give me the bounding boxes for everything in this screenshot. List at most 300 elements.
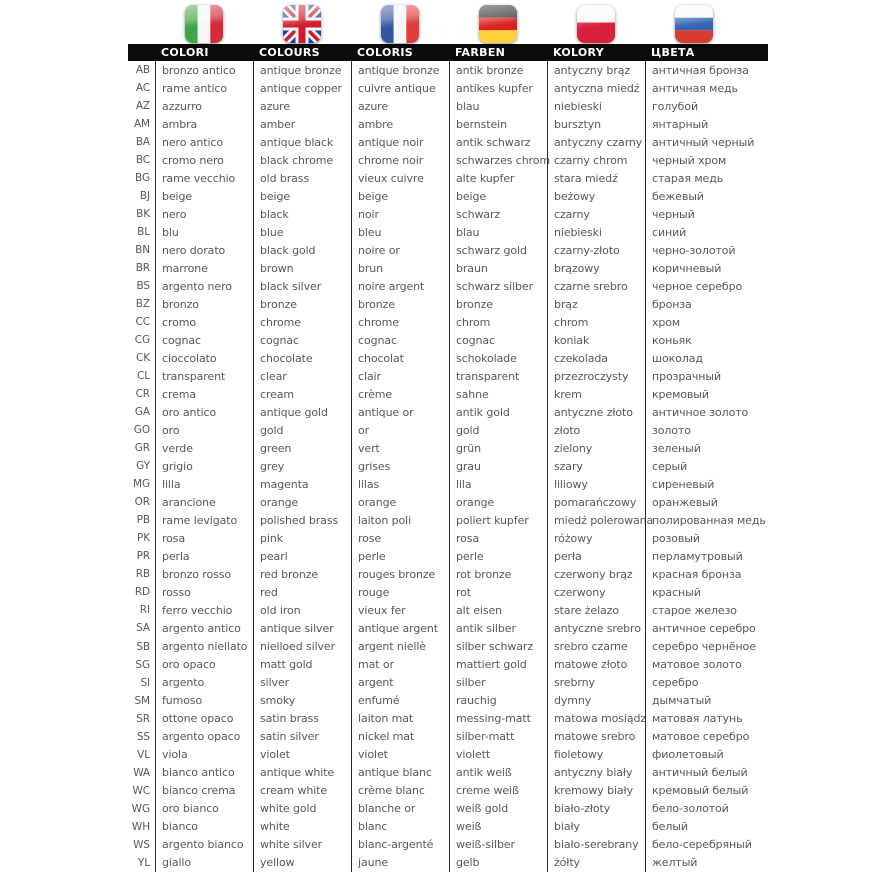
- row-code: AM: [133, 118, 150, 131]
- table-row: [128, 529, 768, 547]
- table-row: [128, 133, 768, 151]
- color-name-cell: silber-matt: [449, 728, 547, 746]
- table-row: [128, 241, 768, 259]
- color-name-cell: bleu: [351, 223, 449, 241]
- table-row: [128, 674, 768, 692]
- color-name-cell: schokolade: [449, 349, 547, 367]
- row-code: SS: [136, 730, 150, 743]
- color-name-cell: beige: [253, 187, 351, 205]
- color-name-cell: матовое золото: [645, 656, 743, 674]
- color-name-cell: green: [253, 439, 351, 457]
- color-name-cell: oro bianco: [155, 800, 253, 818]
- color-name-cell: lilla: [155, 475, 253, 493]
- color-name-cell: arancione: [155, 493, 253, 511]
- color-name-cell: lila: [449, 475, 547, 493]
- table-row: [128, 710, 768, 728]
- color-name-cell: brun: [351, 259, 449, 277]
- color-name-cell: rouge: [351, 583, 449, 601]
- color-name-cell: brąz: [547, 295, 645, 313]
- color-name-cell: дымчатый: [645, 692, 743, 710]
- color-name-cell: noire argent: [351, 277, 449, 295]
- color-name-cell: argento: [155, 674, 253, 692]
- color-name-cell: blue: [253, 223, 351, 241]
- color-name-cell: bianco: [155, 818, 253, 836]
- color-name-cell: kremowy biały: [547, 782, 645, 800]
- color-name-cell: grigio: [155, 457, 253, 475]
- color-name-cell: różowy: [547, 529, 645, 547]
- color-name-cell: antique argent: [351, 619, 449, 637]
- table-row: [128, 61, 768, 79]
- color-name-cell: серый: [645, 457, 743, 475]
- color-name-cell: antikes kupfer: [449, 79, 547, 97]
- color-name-cell: antik silber: [449, 619, 547, 637]
- color-name-cell: бронза: [645, 295, 743, 313]
- color-name-cell: коричневый: [645, 259, 743, 277]
- color-name-cell: rosa: [155, 529, 253, 547]
- color-name-cell: chocolat: [351, 349, 449, 367]
- color-name-cell: chocolate: [253, 349, 351, 367]
- color-name-cell: mat or: [351, 656, 449, 674]
- row-code: BL: [137, 226, 150, 239]
- color-name-cell: brązowy: [547, 259, 645, 277]
- row-code: GR: [134, 442, 150, 455]
- table-row: [128, 313, 768, 331]
- color-name-cell: fioletowy: [547, 746, 645, 764]
- color-name-cell: orange: [449, 493, 547, 511]
- row-code: SR: [136, 712, 150, 725]
- row-code: SB: [136, 640, 150, 653]
- color-name-cell: crème blanc: [351, 782, 449, 800]
- color-name-cell: chrome: [351, 313, 449, 331]
- color-name-cell: rot: [449, 583, 547, 601]
- color-name-cell: ottone opaco: [155, 710, 253, 728]
- color-name-cell: alt eisen: [449, 601, 547, 619]
- column-header: COLORIS: [357, 46, 413, 59]
- color-name-cell: beżowy: [547, 187, 645, 205]
- color-name-cell: cream: [253, 385, 351, 403]
- color-name-cell: noir: [351, 205, 449, 223]
- color-name-cell: srebro czarne: [547, 638, 645, 656]
- color-name-cell: czarny chrom: [547, 151, 645, 169]
- color-name-cell: nero dorato: [155, 241, 253, 259]
- color-name-cell: шоколад: [645, 349, 743, 367]
- row-code: BZ: [135, 298, 150, 311]
- russia-flag-icon: [675, 5, 713, 43]
- color-name-cell: белый: [645, 818, 743, 836]
- table-body: [128, 61, 768, 872]
- row-code: BN: [135, 244, 150, 257]
- color-name-cell: white gold: [253, 800, 351, 818]
- color-name-cell: rosa: [449, 529, 547, 547]
- row-code: RI: [139, 604, 150, 617]
- color-name-cell: хром: [645, 313, 743, 331]
- color-name-cell: серебро: [645, 674, 743, 692]
- color-name-cell: chrome: [253, 313, 351, 331]
- color-name-cell: mattiert gold: [449, 656, 547, 674]
- table-row: [128, 656, 768, 674]
- color-name-cell: argento niellato: [155, 638, 253, 656]
- color-name-cell: azure: [253, 97, 351, 115]
- color-name-cell: бело-золотой: [645, 800, 743, 818]
- color-name-cell: antique noir: [351, 133, 449, 151]
- color-name-cell: bronze: [351, 295, 449, 313]
- color-name-cell: gold: [253, 421, 351, 439]
- row-code: GA: [134, 406, 150, 419]
- color-name-cell: красный: [645, 583, 743, 601]
- color-name-cell: violett: [449, 746, 547, 764]
- color-name-cell: perla: [155, 547, 253, 565]
- color-name-cell: stara miedź: [547, 169, 645, 187]
- color-name-cell: vert: [351, 439, 449, 457]
- color-name-cell: chrome noir: [351, 151, 449, 169]
- color-name-cell: antyczne złoto: [547, 403, 645, 421]
- color-name-cell: laiton poli: [351, 511, 449, 529]
- row-code: BA: [135, 136, 150, 149]
- color-name-cell: blanc-argenté: [351, 836, 449, 854]
- color-name-cell: czerwony brąz: [547, 565, 645, 583]
- color-name-cell: schwarz: [449, 205, 547, 223]
- color-name-cell: antique blanc: [351, 764, 449, 782]
- color-name-cell: янтарный: [645, 115, 743, 133]
- color-name-cell: fumoso: [155, 692, 253, 710]
- color-name-cell: кремовый белый: [645, 782, 743, 800]
- color-name-cell: золото: [645, 421, 743, 439]
- color-name-cell: noire or: [351, 241, 449, 259]
- color-name-cell: black gold: [253, 241, 351, 259]
- color-name-cell: verde: [155, 439, 253, 457]
- color-name-cell: grises: [351, 457, 449, 475]
- color-name-cell: or: [351, 421, 449, 439]
- color-name-cell: antique silver: [253, 619, 351, 637]
- color-name-cell: krem: [547, 385, 645, 403]
- color-name-cell: bronze: [449, 295, 547, 313]
- color-name-cell: giallo: [155, 854, 253, 872]
- color-name-cell: satin brass: [253, 710, 351, 728]
- color-name-cell: czarne srebro: [547, 277, 645, 295]
- france-flag-icon: [381, 5, 419, 43]
- row-code: BG: [135, 172, 150, 185]
- color-name-cell: blau: [449, 97, 547, 115]
- color-name-cell: satin silver: [253, 728, 351, 746]
- color-name-cell: oro: [155, 421, 253, 439]
- color-name-cell: czarny: [547, 205, 645, 223]
- color-name-cell: niebieski: [547, 97, 645, 115]
- table-row: [128, 493, 768, 511]
- row-code: BK: [136, 208, 150, 221]
- color-name-cell: oro opaco: [155, 656, 253, 674]
- color-name-cell: старое железо: [645, 601, 743, 619]
- color-name-cell: azure: [351, 97, 449, 115]
- color-name-cell: antyczny czarny: [547, 133, 645, 151]
- color-name-cell: złoto: [547, 421, 645, 439]
- color-name-cell: matt gold: [253, 656, 351, 674]
- color-name-cell: antik bronze: [449, 61, 547, 79]
- color-name-cell: antyczny biały: [547, 764, 645, 782]
- color-name-cell: antyczne srebro: [547, 619, 645, 637]
- table-row: [128, 854, 768, 872]
- color-name-cell: античная бронза: [645, 61, 743, 79]
- table-row: [128, 764, 768, 782]
- color-name-cell: czekolada: [547, 349, 645, 367]
- color-name-cell: messing-matt: [449, 710, 547, 728]
- color-name-cell: weiß gold: [449, 800, 547, 818]
- color-name-cell: beige: [155, 187, 253, 205]
- row-code: AC: [135, 82, 150, 95]
- color-name-cell: pink: [253, 529, 351, 547]
- color-name-cell: blu: [155, 223, 253, 241]
- color-name-cell: кремовый: [645, 385, 743, 403]
- color-name-cell: clear: [253, 367, 351, 385]
- color-name-cell: silber: [449, 674, 547, 692]
- row-code: WS: [133, 838, 150, 851]
- row-code: CL: [137, 370, 150, 383]
- row-code: SI: [140, 676, 150, 689]
- color-name-cell: черно-золотой: [645, 241, 743, 259]
- color-name-cell: orange: [253, 493, 351, 511]
- row-code: OR: [134, 496, 150, 509]
- column-header: KOLORY: [553, 46, 604, 59]
- table-row: [128, 475, 768, 493]
- color-name-cell: smoky: [253, 692, 351, 710]
- color-name-cell: white: [253, 818, 351, 836]
- color-name-cell: antik schwarz: [449, 133, 547, 151]
- color-name-cell: schwarz silber: [449, 277, 547, 295]
- color-name-cell: srebrny: [547, 674, 645, 692]
- color-name-cell: перламутровый: [645, 547, 743, 565]
- row-code: PK: [136, 532, 150, 545]
- table-row: [128, 367, 768, 385]
- color-name-cell: grün: [449, 439, 547, 457]
- color-name-cell: bursztyn: [547, 115, 645, 133]
- color-name-cell: коньяк: [645, 331, 743, 349]
- color-name-cell: розовый: [645, 529, 743, 547]
- color-name-cell: cognac: [155, 331, 253, 349]
- color-name-cell: nero: [155, 205, 253, 223]
- color-name-cell: czarny-złoto: [547, 241, 645, 259]
- color-name-cell: viola: [155, 746, 253, 764]
- color-name-cell: bronzo: [155, 295, 253, 313]
- table-row: [128, 115, 768, 133]
- row-code: SG: [135, 658, 150, 671]
- row-code: RB: [135, 568, 150, 581]
- color-name-cell: античный черный: [645, 133, 743, 151]
- row-code: WC: [132, 784, 150, 797]
- table-row: [128, 638, 768, 656]
- color-name-cell: matowe srebro: [547, 728, 645, 746]
- color-name-cell: perle: [449, 547, 547, 565]
- color-name-cell: rot bronze: [449, 565, 547, 583]
- color-name-cell: cioccolato: [155, 349, 253, 367]
- table-row: [128, 836, 768, 854]
- color-name-cell: brown: [253, 259, 351, 277]
- table-row: [128, 277, 768, 295]
- color-name-cell: creme weiß: [449, 782, 547, 800]
- color-name-cell: серебро чернёное: [645, 638, 743, 656]
- color-name-cell: yellow: [253, 854, 351, 872]
- row-code: VL: [137, 748, 150, 761]
- color-name-cell: rose: [351, 529, 449, 547]
- row-code: SA: [136, 622, 150, 635]
- color-name-cell: rame levigato: [155, 511, 253, 529]
- table-row: [128, 295, 768, 313]
- table-row: [128, 782, 768, 800]
- color-name-cell: argent niellè: [351, 638, 449, 656]
- color-name-cell: vieux fer: [351, 601, 449, 619]
- table-row: [128, 421, 768, 439]
- color-name-cell: braun: [449, 259, 547, 277]
- column-header: COLOURS: [259, 46, 320, 59]
- color-name-cell: cognac: [253, 331, 351, 349]
- color-name-cell: nero antico: [155, 133, 253, 151]
- color-name-cell: white silver: [253, 836, 351, 854]
- color-name-cell: crema: [155, 385, 253, 403]
- table-row: [128, 457, 768, 475]
- row-code: AZ: [135, 100, 150, 113]
- color-name-cell: argento opaco: [155, 728, 253, 746]
- color-name-cell: red: [253, 583, 351, 601]
- color-name-cell: grau: [449, 457, 547, 475]
- color-name-cell: bronzo rosso: [155, 565, 253, 583]
- color-name-cell: red bronze: [253, 565, 351, 583]
- table-row: [128, 818, 768, 836]
- color-name-cell: koniak: [547, 331, 645, 349]
- table-row: [128, 151, 768, 169]
- color-name-cell: chrom: [547, 313, 645, 331]
- color-name-cell: bianco antico: [155, 764, 253, 782]
- color-name-cell: gold: [449, 421, 547, 439]
- table-row: [128, 439, 768, 457]
- table-row: [128, 223, 768, 241]
- color-name-cell: czerwony: [547, 583, 645, 601]
- row-code: PB: [136, 514, 150, 527]
- color-name-cell: clair: [351, 367, 449, 385]
- color-name-cell: chrom: [449, 313, 547, 331]
- color-name-cell: zielony: [547, 439, 645, 457]
- color-name-cell: зеленый: [645, 439, 743, 457]
- color-name-cell: полированная медь: [645, 511, 743, 529]
- color-name-cell: cognac: [351, 331, 449, 349]
- color-name-cell: бело-серебряный: [645, 836, 743, 854]
- color-name-cell: crème: [351, 385, 449, 403]
- color-name-cell: matowa mosiądz: [547, 710, 645, 728]
- color-name-cell: old iron: [253, 601, 351, 619]
- color-name-cell: матовое серебро: [645, 728, 743, 746]
- color-name-cell: żółty: [547, 854, 645, 872]
- uk-flag-icon: [283, 5, 321, 43]
- color-name-cell: nickel mat: [351, 728, 449, 746]
- color-name-cell: azzurro: [155, 97, 253, 115]
- color-name-cell: silber schwarz: [449, 638, 547, 656]
- color-name-cell: cream white: [253, 782, 351, 800]
- color-name-cell: silver: [253, 674, 351, 692]
- table-row: [128, 205, 768, 223]
- color-name-cell: rosso: [155, 583, 253, 601]
- color-name-cell: amber: [253, 115, 351, 133]
- color-name-cell: argento antico: [155, 619, 253, 637]
- color-name-cell: ferro vecchio: [155, 601, 253, 619]
- table-row: [128, 331, 768, 349]
- color-name-cell: античный белый: [645, 764, 743, 782]
- color-name-cell: antik weiß: [449, 764, 547, 782]
- color-name-cell: бежевый: [645, 187, 743, 205]
- row-code: PR: [136, 550, 150, 563]
- color-name-cell: antique black: [253, 133, 351, 151]
- table-row: [128, 511, 768, 529]
- color-name-cell: фиолетовый: [645, 746, 743, 764]
- poland-flag-icon: [577, 5, 615, 43]
- color-name-cell: sahne: [449, 385, 547, 403]
- row-code: BR: [135, 262, 150, 275]
- table-row: [128, 619, 768, 637]
- row-code: BC: [135, 154, 150, 167]
- color-name-cell: argento bianco: [155, 836, 253, 854]
- row-code: WG: [131, 802, 150, 815]
- column-header: COLORI: [161, 46, 209, 59]
- color-name-cell: синий: [645, 223, 743, 241]
- color-name-cell: rame antico: [155, 79, 253, 97]
- table-row: [128, 728, 768, 746]
- color-name-cell: lilas: [351, 475, 449, 493]
- color-name-cell: black chrome: [253, 151, 351, 169]
- color-name-cell: желтый: [645, 854, 743, 872]
- row-code: MG: [133, 478, 150, 491]
- row-code: CR: [135, 388, 150, 401]
- color-name-cell: cromo nero: [155, 151, 253, 169]
- color-name-cell: rouges bronze: [351, 565, 449, 583]
- table-row: [128, 187, 768, 205]
- color-name-cell: bernstein: [449, 115, 547, 133]
- color-name-cell: weiß: [449, 818, 547, 836]
- color-name-cell: bianco crema: [155, 782, 253, 800]
- color-name-cell: przezroczysty: [547, 367, 645, 385]
- table-row: [128, 385, 768, 403]
- color-name-cell: argent: [351, 674, 449, 692]
- table-row: [128, 79, 768, 97]
- color-name-cell: antique copper: [253, 79, 351, 97]
- row-code: SM: [134, 694, 150, 707]
- color-name-cell: nielloed silver: [253, 638, 351, 656]
- color-name-cell: cuivre antique: [351, 79, 449, 97]
- color-name-cell: marrone: [155, 259, 253, 277]
- color-name-cell: ambre: [351, 115, 449, 133]
- color-name-cell: черное серебро: [645, 277, 743, 295]
- row-code: AB: [135, 64, 150, 76]
- color-name-cell: antique white: [253, 764, 351, 782]
- italy-flag-icon: [185, 5, 223, 43]
- color-name-cell: orange: [351, 493, 449, 511]
- color-name-cell: perle: [351, 547, 449, 565]
- color-name-cell: ambra: [155, 115, 253, 133]
- color-name-cell: blau: [449, 223, 547, 241]
- color-name-cell: violet: [351, 746, 449, 764]
- color-name-cell: bronze: [253, 295, 351, 313]
- color-name-cell: pomarańczowy: [547, 493, 645, 511]
- color-name-cell: stare żelazo: [547, 601, 645, 619]
- color-name-cell: matowe złoto: [547, 656, 645, 674]
- row-code: BJ: [139, 190, 150, 203]
- color-name-cell: antique bronze: [351, 61, 449, 79]
- table-row: [128, 800, 768, 818]
- color-name-cell: biały: [547, 818, 645, 836]
- flag-strip: [155, 5, 768, 44]
- color-name-cell: transparent: [449, 367, 547, 385]
- table-row: [128, 403, 768, 421]
- color-name-cell: старая медь: [645, 169, 743, 187]
- color-translation-table: [128, 5, 768, 872]
- row-code: YL: [137, 856, 150, 869]
- header-row: [128, 44, 768, 61]
- color-name-cell: antyczna miedź: [547, 79, 645, 97]
